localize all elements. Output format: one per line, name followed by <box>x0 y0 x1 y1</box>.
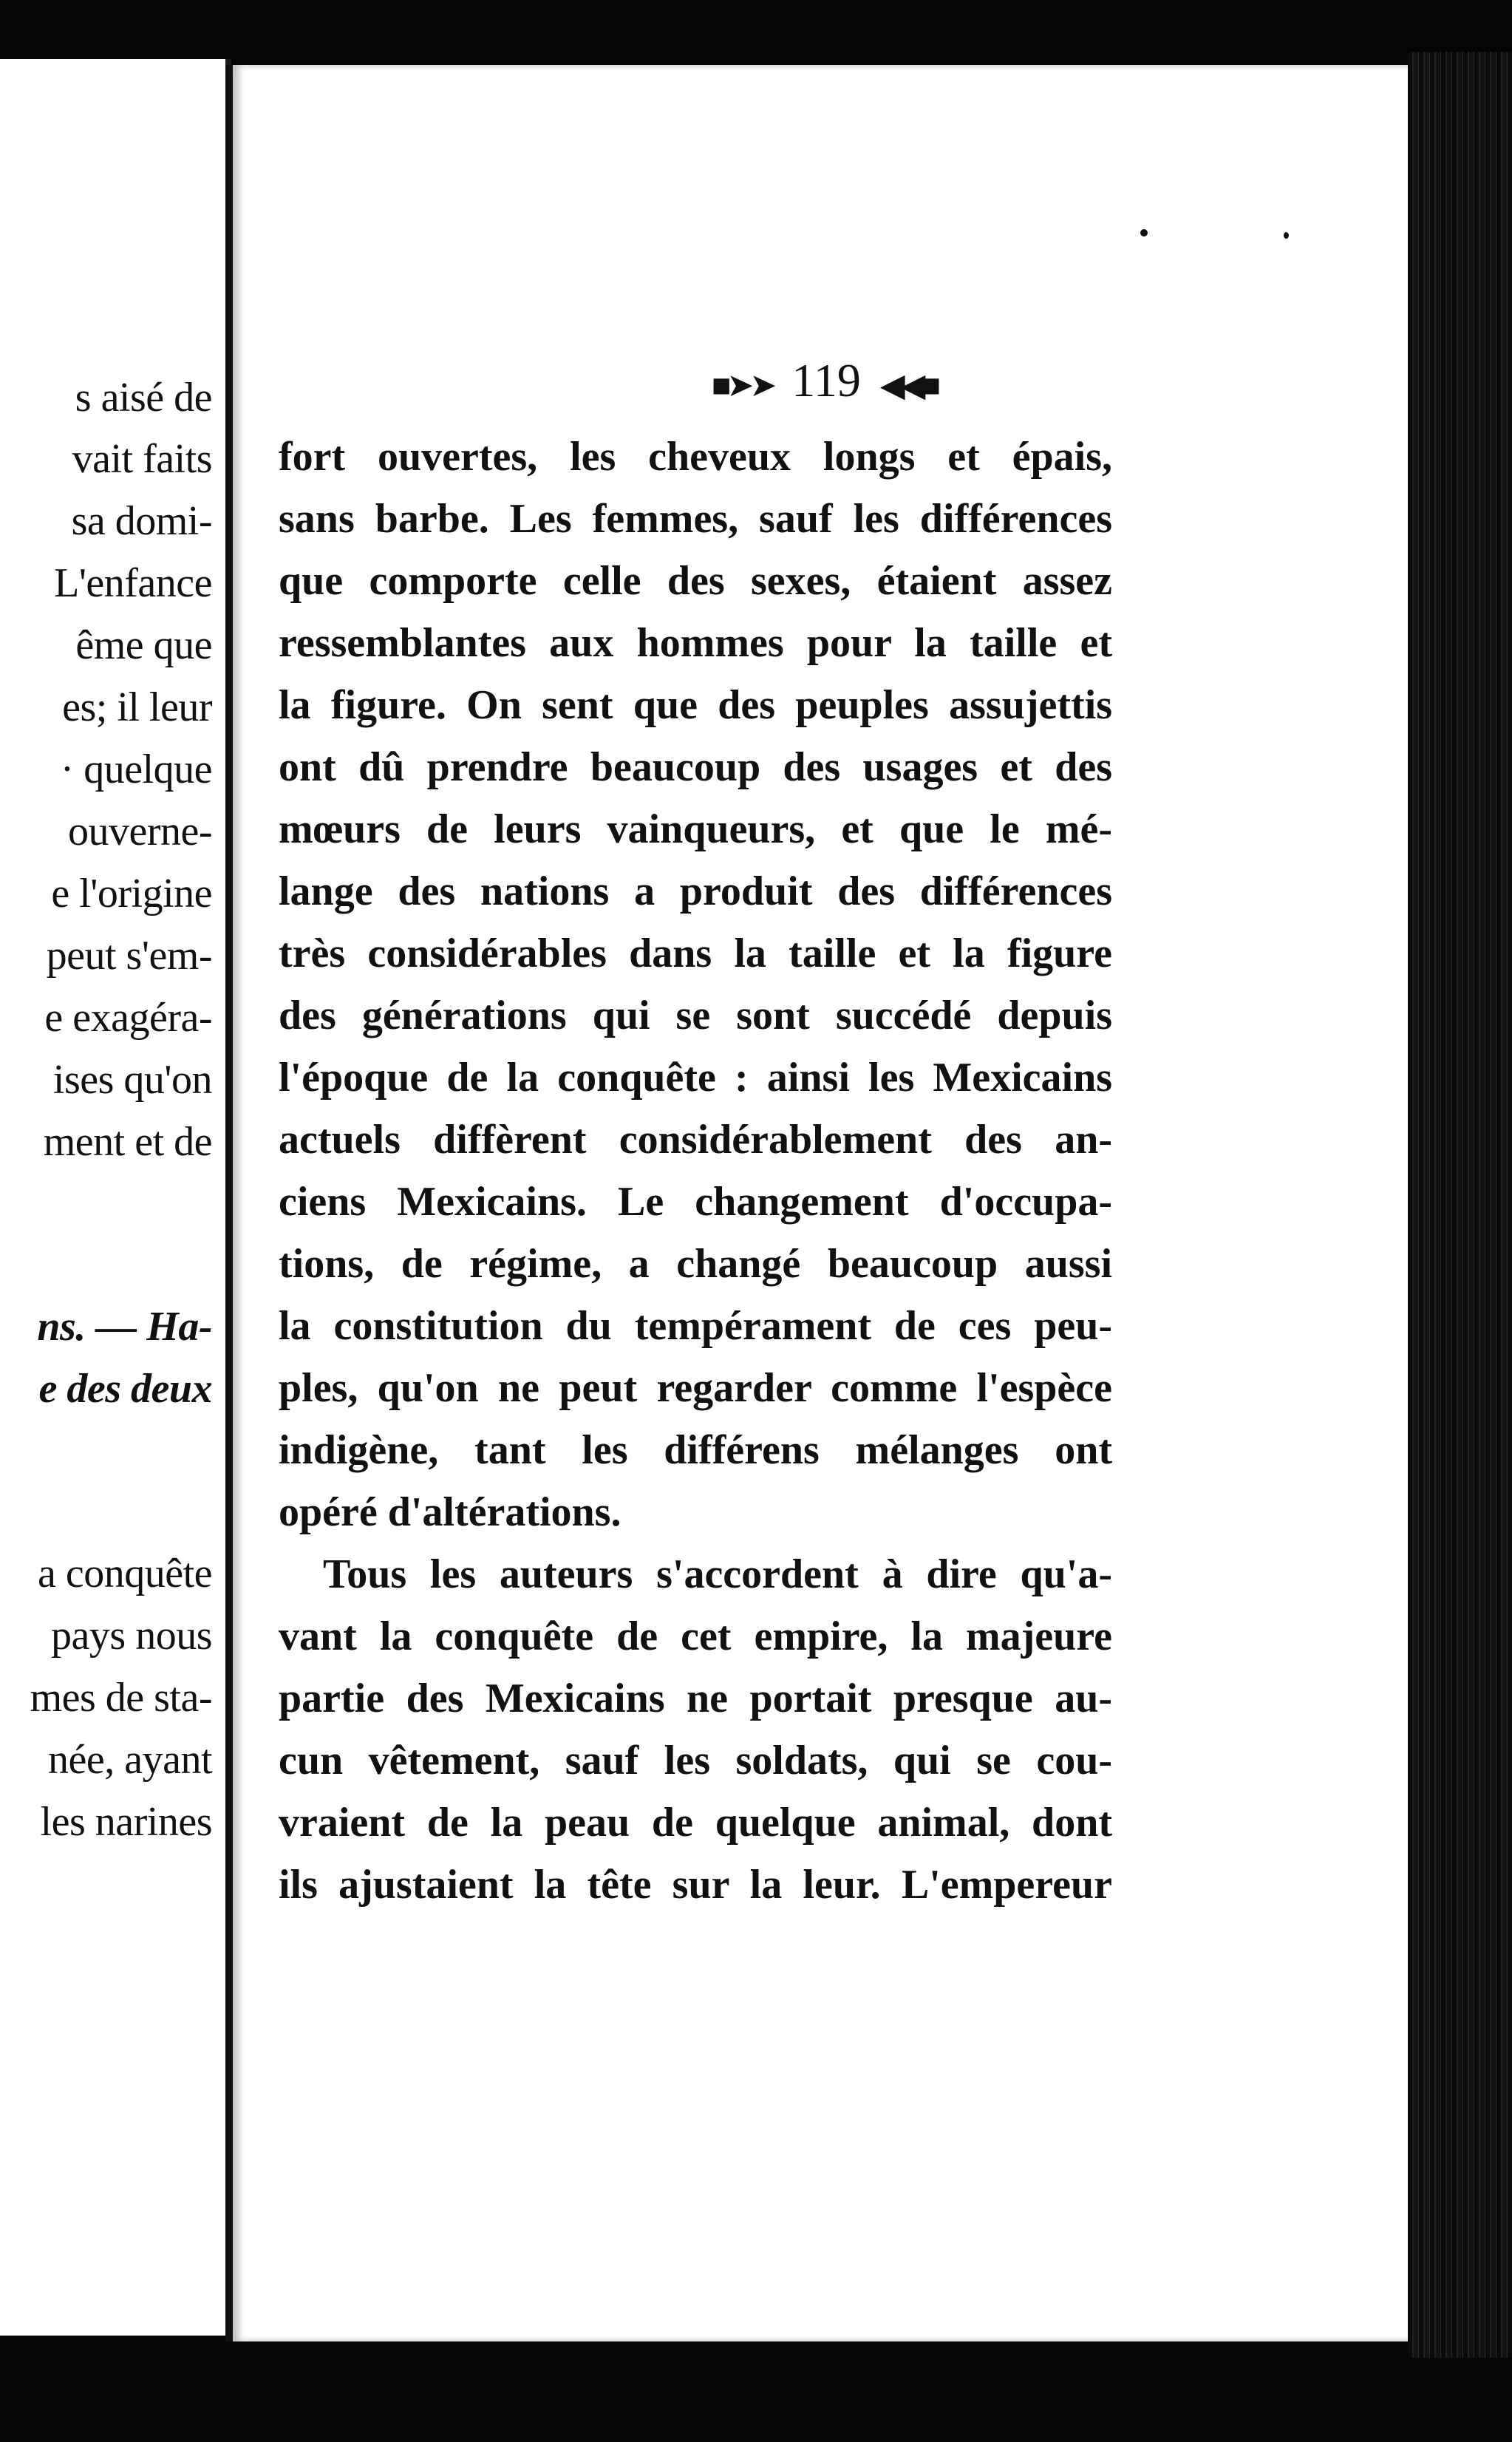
text-line: tions, de régime, a changé beaucoup aussi <box>279 1241 1112 1287</box>
text-line: vraient de la peau de quelque animal, dont <box>279 1800 1112 1846</box>
left-page-line: a conquête <box>38 1551 212 1596</box>
left-page-line: ises qu'on <box>52 1057 212 1103</box>
left-page-line: sa domi- <box>71 498 212 544</box>
text-line: lange des nations a produit des différences <box>279 868 1112 914</box>
text-line: ples, qu'on ne peut regarder comme l'espèce <box>279 1365 1112 1411</box>
left-page-line: e l'origine <box>51 871 212 916</box>
left-page-line: vait faits <box>72 436 212 482</box>
text-line: opéré d'altérations. <box>279 1489 622 1535</box>
left-page-line: · quelque <box>60 746 212 792</box>
left-page-line: es; il leur <box>62 684 212 730</box>
ink-speck <box>1140 229 1148 237</box>
text-line: sans barbe. Les femmes, sauf les différences <box>279 496 1112 542</box>
left-page-line: L'enfance <box>54 560 212 606</box>
text-line: vant la conquête de cet empire, la majeure <box>279 1613 1112 1659</box>
text-line: ils ajustaient la tête sur la leur. L'empereur <box>279 1862 1112 1908</box>
left-page-line: mes de sta- <box>30 1675 212 1721</box>
text-line: que comporte celle des sexes, étaient assez <box>279 558 1112 604</box>
body-text <box>279 426 1112 1916</box>
text-line: ressemblantes aux hommes pour la taille et <box>279 620 1112 666</box>
text-line: cun vêtement, sauf les soldats, qui se cou- <box>279 1738 1112 1783</box>
left-page-line: ns. — Ha- <box>37 1304 212 1350</box>
text-line: la figure. On sent que des peuples assujettis <box>279 682 1112 728</box>
text-line: très considérables dans la taille et la figure <box>279 931 1112 976</box>
left-ornament-icon: ■➤➤ <box>711 367 773 404</box>
page-number: 119 <box>791 354 861 407</box>
left-page-line: s aisé de <box>75 375 212 421</box>
text-line: partie des Mexicains ne portait presque au- <box>279 1676 1112 1721</box>
right-page <box>225 65 1415 2341</box>
left-page-line: les narines <box>40 1799 212 1845</box>
left-page-line: pays nous <box>51 1613 212 1659</box>
text-line: indigène, tant les différens mélanges ont <box>279 1427 1112 1473</box>
left-page-line: e des deux <box>38 1366 212 1412</box>
book-edge <box>1408 52 1512 2358</box>
text-line: fort ouvertes, les cheveux longs et épais, <box>279 434 1112 480</box>
ink-speck <box>1284 232 1289 239</box>
text-line: ciens Mexicains. Le changement d'occupa- <box>279 1179 1112 1225</box>
text-line: Tous les auteurs s'accordent à dire qu'a- <box>323 1551 1112 1597</box>
left-page-line: ême que <box>75 622 212 668</box>
text-line: des générations qui se sont succédé depuis <box>279 993 1112 1038</box>
text-line: l'époque de la conquête : ainsi les Mexicains <box>279 1055 1112 1101</box>
text-line: actuels diffèrent considérablement des an- <box>279 1117 1112 1163</box>
right-ornament-icon: ◀◀■ <box>879 367 937 404</box>
left-page-line: e exagéra- <box>44 995 212 1041</box>
left-page-line: peut s'em- <box>46 933 212 979</box>
text-line: mœurs de leurs vainqueurs, et que le mé- <box>279 806 1112 852</box>
left-page-line: née, ayant <box>48 1737 212 1783</box>
text-line: la constitution du tempérament de ces peu- <box>279 1303 1112 1349</box>
left-page-line: ouverne- <box>67 809 212 854</box>
text-line: ont dû prendre beaucoup des usages et des <box>279 744 1112 790</box>
left-page <box>0 59 231 2336</box>
page-header <box>233 353 1415 408</box>
left-page-line: ment et de <box>43 1119 212 1165</box>
